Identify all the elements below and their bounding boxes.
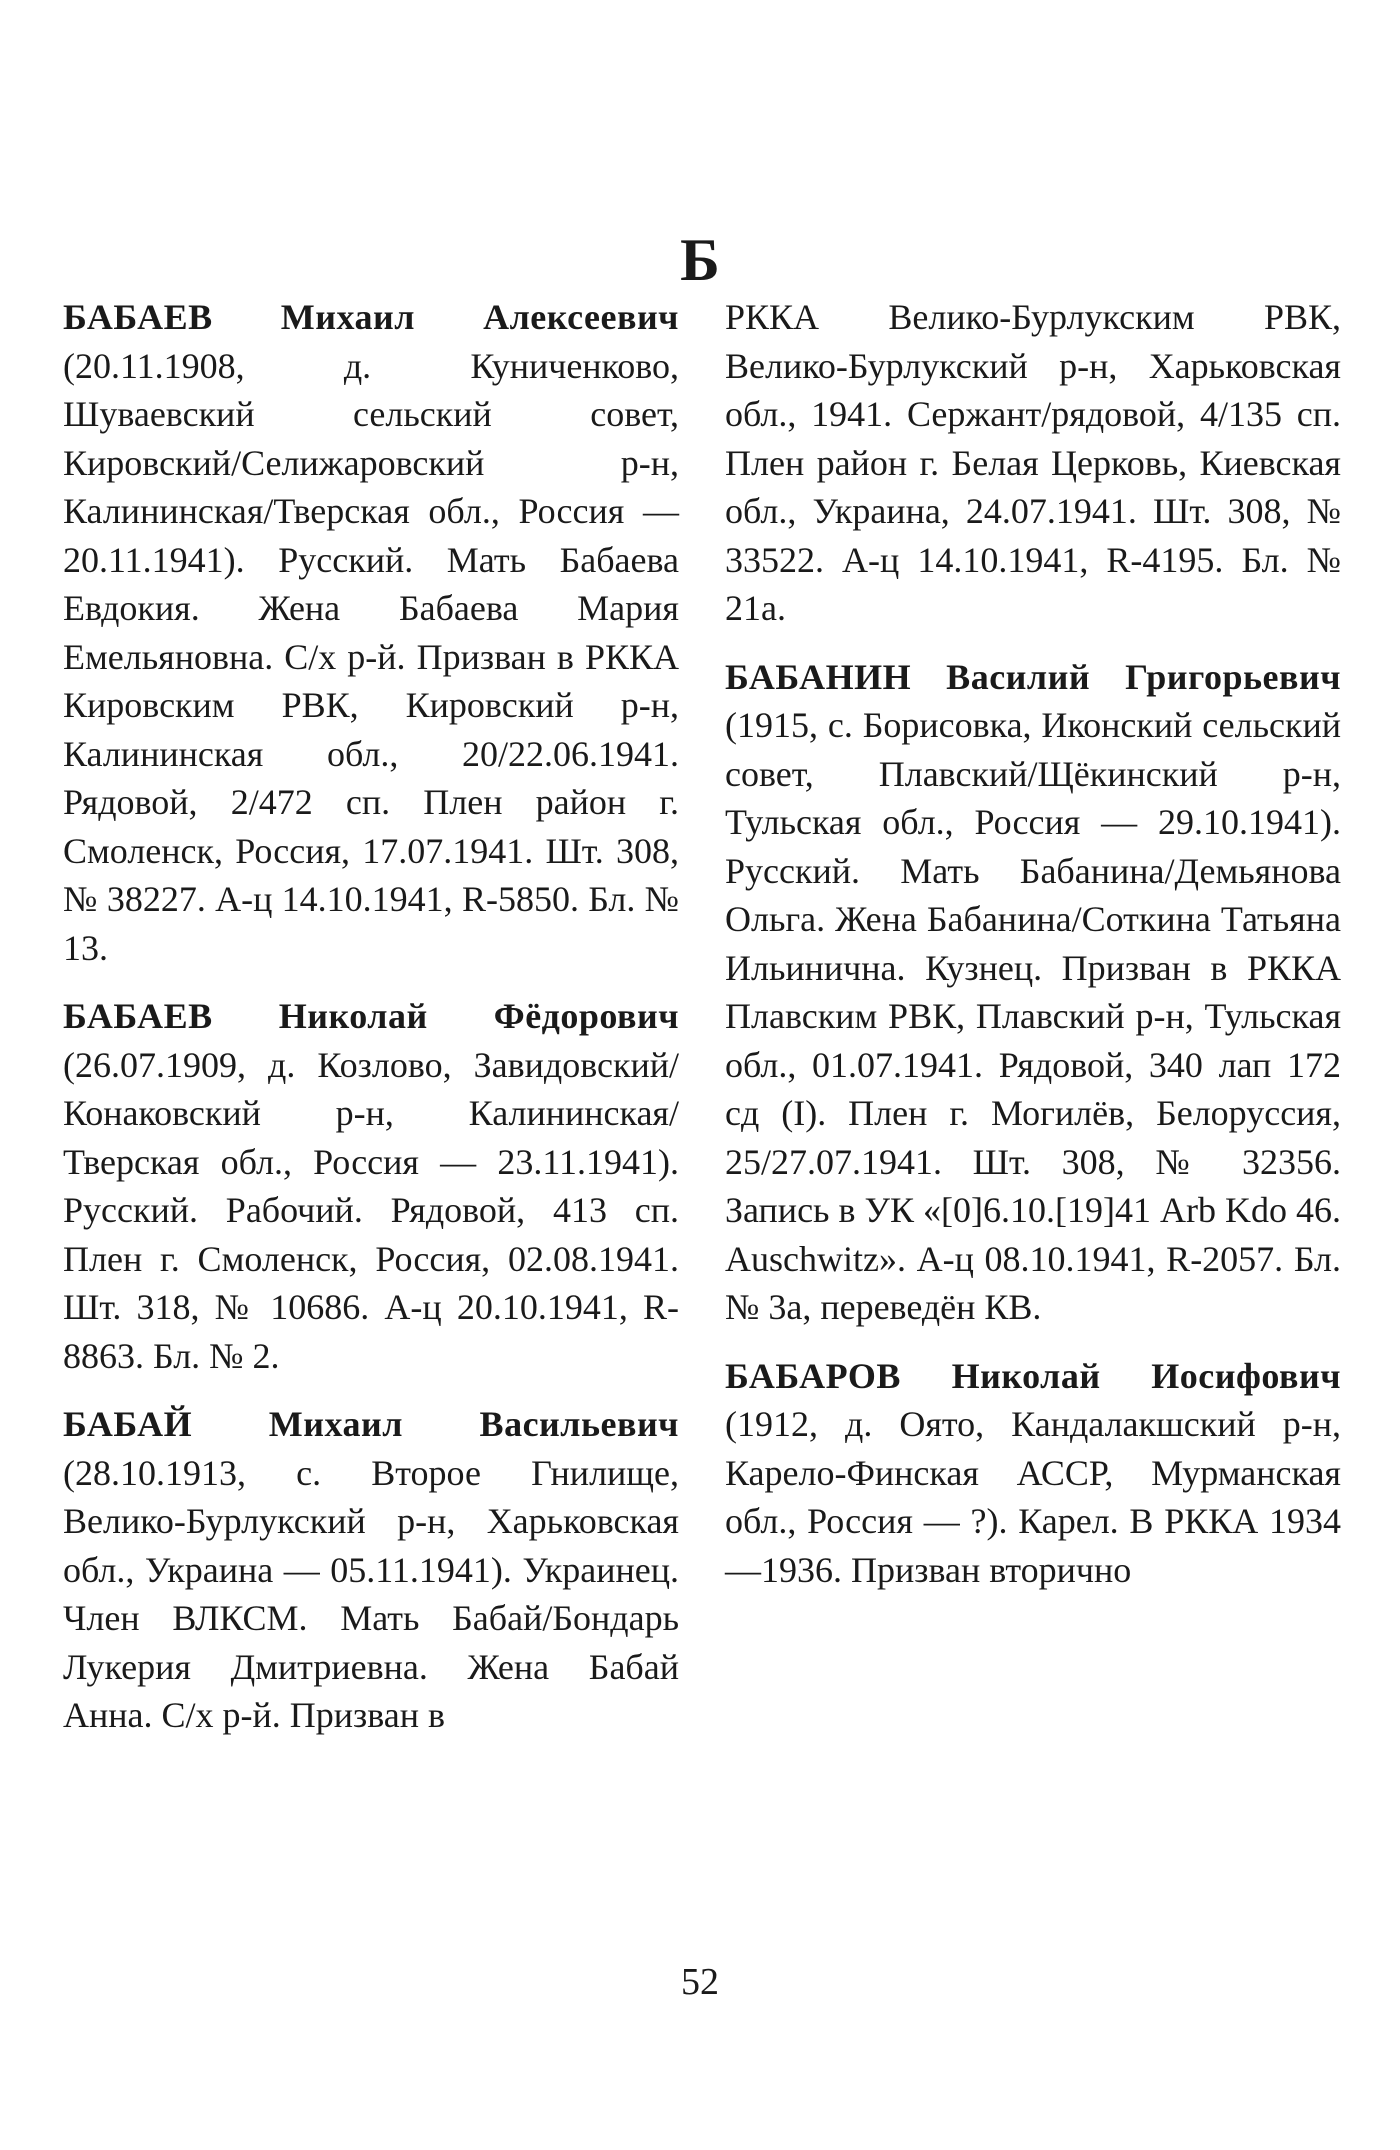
entry	[725, 1352, 1341, 1595]
entry-name: БАБАРОВ Николай Иосифович	[725, 1355, 1341, 1396]
entry-text: (26.07.1909, д. Козлово, Завидовский/Конаковский р-н, Калининская/Тверская обл., Россия — 23.11.1941). Русский. Рабочий. Рядовой, 413 сп. Плен г. Смоленск, Россия, 02.08.1941. Шт. 318, № 10686. А-ц 20.10.1941, R-8863. Бл. № 2.	[63, 1044, 679, 1376]
entry-continued	[725, 293, 1341, 633]
entry-name: БАБАЕВ Михаил Алексеевич	[63, 297, 679, 337]
left-column	[63, 293, 679, 1760]
entry	[63, 1400, 679, 1740]
entry-text: (20.11.1908, д. Куниченково, Шуваевский сельский совет, Кировский/Селижаровский р-н, Калининская/Тверская обл., Россия — 20.11.1941). Русский. Мать Бабаева Евдокия. Жена Бабаева Мария Емельяновна. С/х р-й. Призван в РККА Кировским РВК, Кировский р-н, Калининская обл., 20/22.06.1941. Рядовой, 2/472 сп. Плен район г. Смоленск, Россия, 17.07.1941. Шт. 308, № 38227. А-ц 14.10.1941, R-5850. Бл. № 13.	[63, 345, 679, 968]
entry-name: БАБАНИН Василий Григорьевич	[725, 656, 1341, 697]
section-letter: Б	[680, 227, 720, 293]
right-column	[725, 293, 1341, 1614]
entry-text: (28.10.1913, с. Второе Гнилище, Велико-Бурлукский р-н, Харьковская обл., Украина — 05.11.1941). Украинец. Член ВЛКСМ. Мать Бабай/Бондарь Лукерия Дмитриевна. Жена Бабай Анна. С/х р-й. Призван в	[63, 1452, 679, 1735]
entry-text: (1912, д. Оято, Кандалакшский р-н, Карело-Финская АССР, Мурманская обл., Россия — ?). Карел. В РККА 1934—1936. Призван вторично	[725, 1404, 1341, 1590]
entry	[725, 653, 1341, 1332]
entry-name: БАБАЙ Михаил Васильевич	[63, 1404, 679, 1444]
entry-text: (1915, с. Борисовка, Иконский сельский совет, Плавский/Щёкинский р-н, Тульская обл., Россия — 29.10.1941). Русский. Мать Бабанина/Демьянова Ольга. Жена Бабанина/Соткина Татьяна Ильинична. Кузнец. Призван в РККА Плавским РВК, Плавский р-н, Тульская обл., 01.07.1941. Рядовой, 340 лап 172 сд (I). Плен г. Могилёв, Белоруссия, 25/27.07.1941. Шт. 308, № 32356. Запись в УК «[0]6.10.[19]41 Arb Kdo 46. Auschwitz». А-ц 08.10.1941, R-2057. Бл. № 3а, переведён КВ.	[725, 705, 1341, 1327]
entry-name: БАБАЕВ Николай Фёдорович	[63, 996, 679, 1036]
page-number: 52	[681, 1961, 719, 2003]
entry-text: РККА Велико-Бурлукским РВК, Велико-Бурлукский р-н, Харьковская обл., 1941. Сержант/рядовой, 4/135 сп. Плен район г. Белая Церковь, Киевская обл., Украина, 24.07.1941. Шт. 308, № 33522. А-ц 14.10.1941, R-4195. Бл. № 21а.	[725, 297, 1341, 628]
entry	[63, 992, 679, 1380]
entry	[63, 293, 679, 972]
